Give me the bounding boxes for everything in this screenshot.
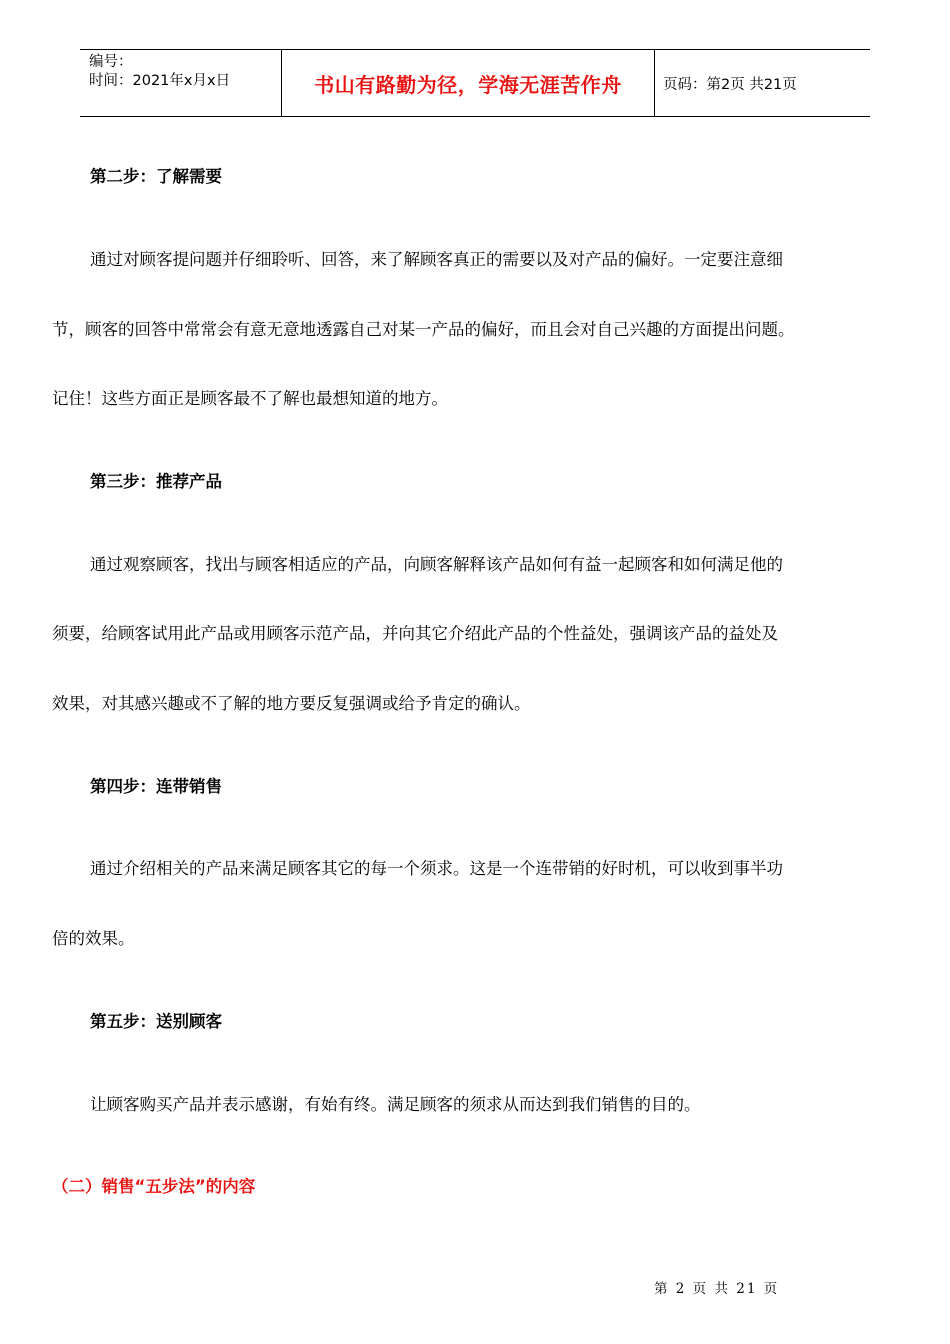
- step-3-line-1: 通过观察顾客，找出与顾客相适应的产品，向顾客解释该产品如何有益一起顾客和如何满足他的: [90, 555, 783, 574]
- step-4-title: 第四步：连带销售: [90, 777, 222, 796]
- page-header: [80, 49, 870, 117]
- step-2-line-2: 节，顾客的回答中常常会有意无意地透露自己对某一产品的偏好，而且会对自己兴趣的方面提出问题。: [52, 320, 795, 339]
- header-page-info: 页码：第2页 共21页: [663, 76, 797, 93]
- step-4-line-1: 通过介绍相关的产品来满足顾客其它的每一个须求。这是一个连带销的好时机，可以收到事半功: [90, 859, 783, 878]
- page-footer: 第 2 页 共 21 页: [654, 1281, 780, 1297]
- step-3-title: 第三步：推荐产品: [90, 472, 222, 491]
- header-meta: [80, 50, 281, 116]
- step-5-title: 第五步：送别顾客: [90, 1012, 222, 1031]
- step-4-line-2: 倍的效果。: [52, 929, 135, 948]
- step-2-line-1: 通过对顾客提问题并仔细聆听、回答，来了解顾客真正的需要以及对产品的偏好。一定要注意细: [90, 250, 783, 269]
- step-3-line-2: 须要，给顾客试用此产品或用顾客示范产品，并向其它介绍此产品的个性益处，强调该产品的益处及: [52, 624, 778, 643]
- step-2-title: 第二步：了解需要: [90, 167, 222, 186]
- step-3-line-3: 效果，对其感兴趣或不了解的地方要反复强调或给予肯定的确认。: [52, 694, 531, 713]
- header-motto: 书山有路勤为径，学海无涯苦作舟: [281, 50, 655, 116]
- date-label: 时间：2021年x月x日: [89, 73, 231, 89]
- step-5-line-1: 让顾客购买产品并表示感谢，有始有终。满足顾客的须求从而达到我们销售的目的。: [90, 1095, 701, 1114]
- section-heading: （二）销售“五步法”的内容: [52, 1177, 256, 1196]
- serial-number-label: 编号：: [89, 54, 133, 70]
- step-2-line-3: 记住！这些方面正是顾客最不了解也最想知道的地方。: [52, 389, 448, 408]
